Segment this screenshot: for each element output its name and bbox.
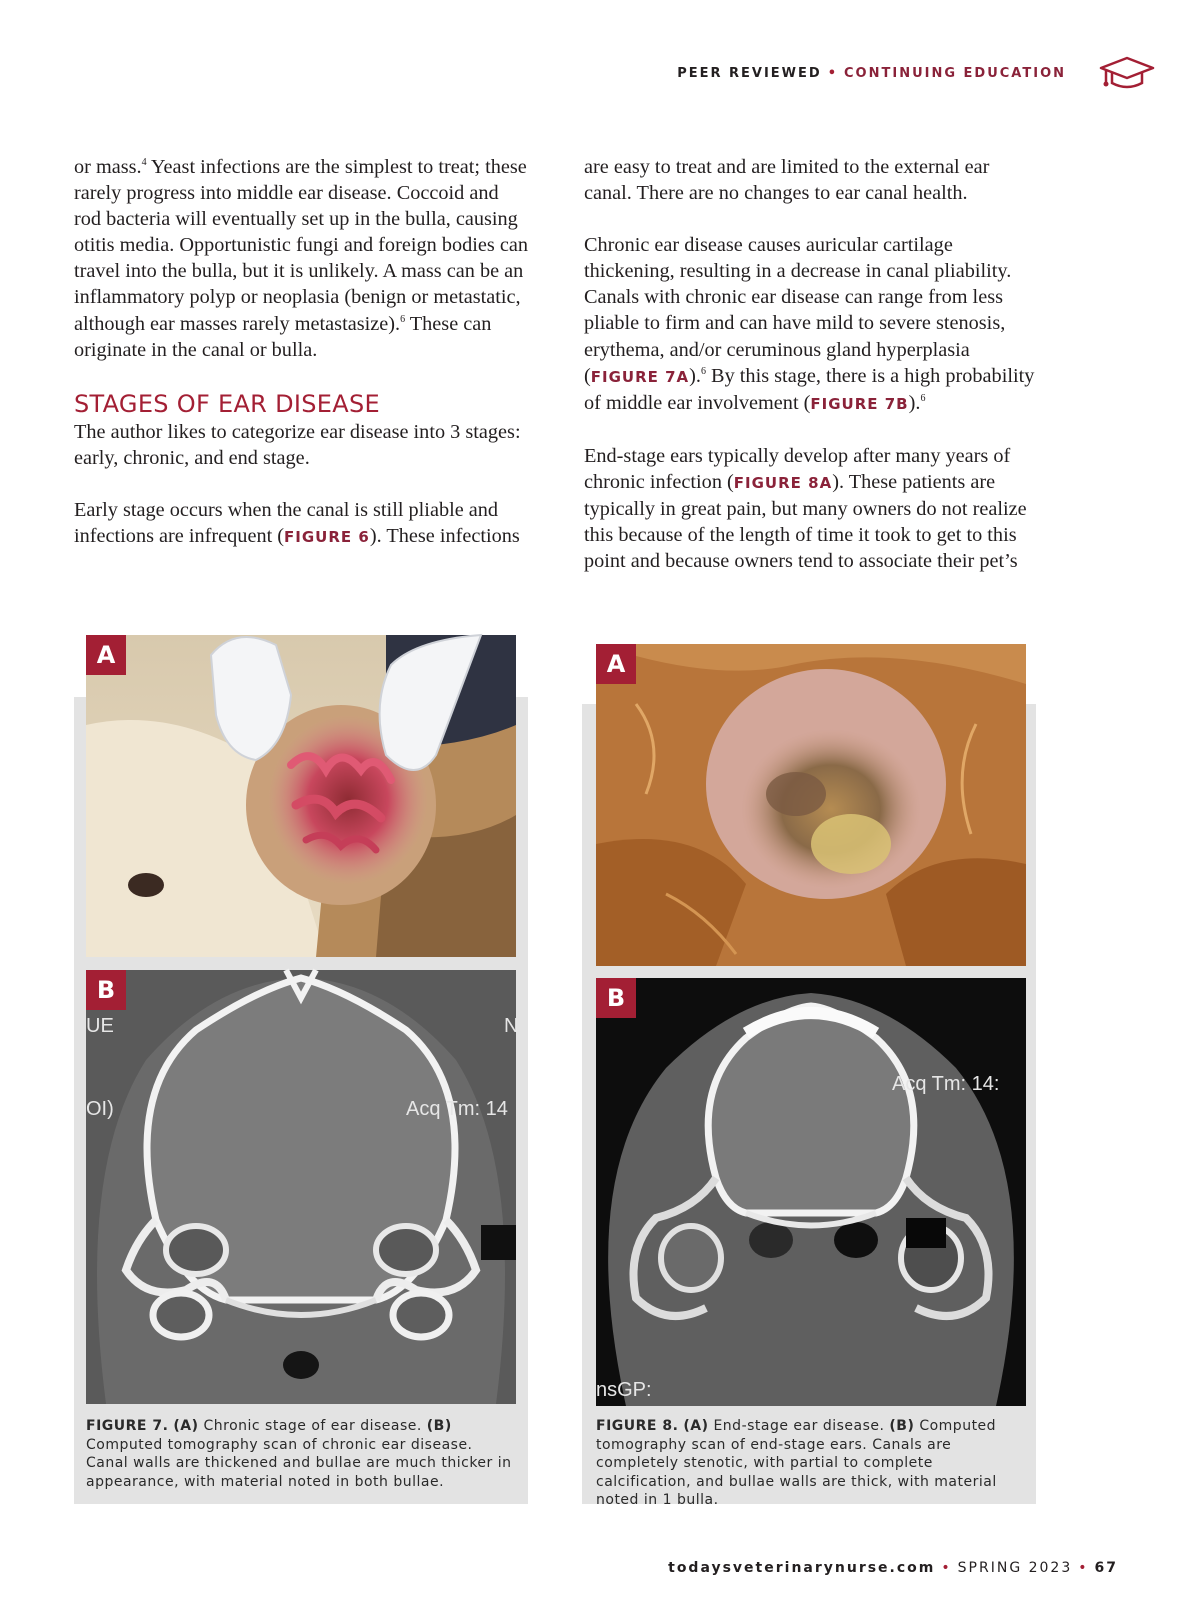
ct-overlay-text-4: N xyxy=(504,1015,519,1037)
figure-7-caption xyxy=(86,1417,516,1491)
figure-8b-label: B xyxy=(596,978,636,1018)
section-heading: STAGES OF EAR DISEASE xyxy=(74,389,380,418)
figure-number: FIGURE 7. xyxy=(86,1418,169,1434)
paragraph-early-stage xyxy=(74,497,528,550)
figure-7a-reference[interactable]: FIGURE 7A xyxy=(590,367,690,386)
ct-overlay-text-1: Acq Tm: 14: xyxy=(892,1073,1000,1095)
paragraph-chronic-stage xyxy=(584,232,1038,417)
paragraph-stages-intro: The author likes to categorize ear disease into 3 stages: early, chronic, and end stage. xyxy=(74,420,521,469)
running-header xyxy=(0,66,1066,81)
figure-7b-label: B xyxy=(86,970,126,1010)
figure-8a-label: A xyxy=(596,644,636,684)
paragraph-ear-causes xyxy=(74,154,528,363)
caption-part-tag: (A) xyxy=(683,1418,709,1434)
citation: 4 xyxy=(141,157,147,169)
figure-7b-reference[interactable]: FIGURE 7B xyxy=(810,394,909,413)
page-number: 67 xyxy=(1094,1560,1118,1576)
figure-8a-photo xyxy=(596,644,1026,966)
ct-overlay-text-3: Acq Tm: 14 xyxy=(406,1098,508,1120)
figure-7a-photo xyxy=(86,635,516,957)
caption-text: End-stage ear disease. xyxy=(708,1418,890,1434)
text-run: ). These infections xyxy=(369,525,520,548)
caption-part-tag: (A) xyxy=(173,1418,199,1434)
text-run: ). xyxy=(689,364,701,387)
citation: 6 xyxy=(920,392,926,404)
figure-number: FIGURE 8. xyxy=(596,1418,679,1434)
caption-text: Computed tomography scan of end-stage ears. Canals are completely stenotic, with partial to complete calcification, and bullae walls are thick, with material noted in 1 bulla. xyxy=(596,1418,997,1508)
footer-separator: • xyxy=(1078,1560,1089,1576)
right-text-column xyxy=(584,154,1038,600)
caption-part-tag: (B) xyxy=(889,1418,915,1434)
paragraph-early-continued: are easy to treat and are limited to the external ear canal. There are no changes to ear canal health. xyxy=(584,156,990,205)
graduation-cap-icon xyxy=(1098,55,1156,91)
header-separator: • xyxy=(827,66,839,81)
citation: 6 xyxy=(700,365,706,377)
caption-text: Computed tomography scan of chronic ear disease. Canal walls are thickened and bullae are much thicker in appearance, with material noted in both bullae. xyxy=(86,1436,512,1490)
figure-8b-ct-scan xyxy=(596,978,1026,1406)
text-run: ). These patients are typically in great pain, but many owners do not realize this because of the length of time it took to get to this point and because owners tend to associate their pet’s xyxy=(584,470,1027,573)
peer-reviewed-label: PEER REVIEWED xyxy=(677,66,822,81)
text-run: By this stage, there is a high probability of middle ear involvement ( xyxy=(584,364,1035,414)
figure-8-caption xyxy=(596,1417,1026,1510)
text-run: or mass. xyxy=(74,156,142,178)
caption-part-tag: (B) xyxy=(426,1418,452,1434)
caption-text: Chronic stage of ear disease. xyxy=(198,1418,427,1434)
citation: 6 xyxy=(400,313,406,325)
text-run: Yeast infections are the simplest to treat; these rarely progress into middle ear disease. Coccoid and rod bacteria will eventually set up in the bulla, causing otitis media. Opportunistic fungi and foreign bodies can travel into the bulla, but it is unlikely. A mass can be an inflammatory polyp or neoplasia (benign or metastatic, although ear masses rarely metastasize). xyxy=(74,156,528,335)
text-run: End-stage ears typically develop after many years of chronic infection ( xyxy=(584,444,1011,493)
ct-overlay-text-2: nsGP: xyxy=(596,1379,652,1401)
left-text-column xyxy=(74,154,528,576)
ct-overlay-text-2: OI) xyxy=(86,1098,114,1120)
text-run: Chronic ear disease causes auricular cartilage thickening, resulting in a decrease in canal pliability. Canals with chronic ear disease can range from less pliable to firm and can have mild to severe stenosis, erythema, and/or ceruminous gland hyperplasia ( xyxy=(584,234,1012,387)
website-link[interactable]: todaysveterinarynurse.com xyxy=(668,1560,936,1576)
figure-6-reference[interactable]: FIGURE 6 xyxy=(284,528,370,547)
figure-7a-label: A xyxy=(86,635,126,675)
text-run: These can originate in the canal or bulla. xyxy=(74,312,492,361)
paragraph-end-stage xyxy=(584,443,1038,574)
text-run: ). xyxy=(908,391,921,414)
figure-7b-ct-scan xyxy=(86,970,519,1404)
issue-label: SPRING 2023 xyxy=(957,1560,1073,1576)
text-run: Early stage occurs when the canal is still pliable and infections are infrequent ( xyxy=(74,498,499,548)
continuing-education-label: CONTINUING EDUCATION xyxy=(844,66,1066,81)
page-footer xyxy=(668,1560,1118,1576)
ct-overlay-text-1: UE xyxy=(86,1015,114,1037)
figure-8a-reference[interactable]: FIGURE 8A xyxy=(733,473,833,492)
footer-separator: • xyxy=(941,1560,952,1576)
